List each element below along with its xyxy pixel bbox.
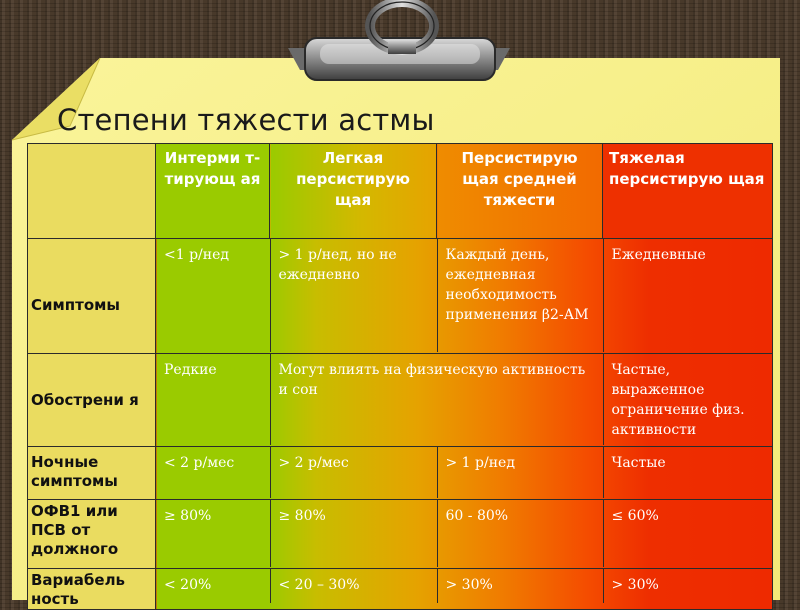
asthma-severity-table	[27, 143, 773, 610]
row-label-symptoms	[28, 239, 156, 354]
header-intermittent: Интерми т-тирующ ая	[156, 144, 270, 239]
clipboard-clip	[0, 0, 800, 120]
variability-cells	[156, 569, 773, 610]
table-row	[28, 500, 773, 569]
row-label-night	[28, 447, 156, 500]
night-severe: Частые	[611, 455, 666, 471]
variability-severe: > 30%	[611, 577, 659, 593]
variability-intermittent: < 20%	[164, 577, 212, 593]
exacerbations-intermittent: Редкие	[164, 362, 217, 378]
page-title: Степени тяжести астмы	[57, 103, 435, 137]
row-label-text: Вариабель ность	[31, 571, 126, 608]
row-label-text: ОФВ1 или ПСВ от должного	[31, 502, 119, 558]
table-row	[28, 447, 773, 500]
row-label-text: Ночные симптомы	[31, 453, 118, 490]
row-label-text: Обострени я	[31, 390, 139, 409]
row-label-exacerbations	[28, 354, 156, 447]
symptoms-cells	[156, 239, 773, 354]
header-mild: Легкая персистирую щая	[270, 144, 437, 239]
variability-moderate: > 30%	[445, 577, 493, 593]
variability-mild: < 20 – 30%	[278, 577, 360, 593]
inner-row	[156, 239, 773, 352]
header-moderate: Персистирую щая средней тяжести	[437, 144, 603, 239]
table-row	[28, 239, 773, 354]
row-label-fev	[28, 500, 156, 569]
corner-cell	[28, 144, 156, 239]
header-severe: Тяжелая персистирую щая	[603, 144, 773, 239]
fev-intermittent: ≥ 80%	[164, 508, 212, 524]
symptoms-mild: > 1 р/нед, но не ежедневно	[278, 247, 397, 283]
row-label-text: Симптомы	[31, 295, 120, 314]
fev-mild: ≥ 80%	[278, 508, 326, 524]
night-intermittent: < 2 р/мес	[164, 455, 235, 471]
exacerbations-cells	[156, 354, 773, 447]
table-row	[28, 569, 773, 610]
fev-moderate: 60 - 80%	[445, 508, 509, 524]
night-cells	[156, 447, 773, 500]
row-label-variability	[28, 569, 156, 610]
fev-cells	[156, 500, 773, 569]
exacerbations-mild-moderate: Могут влиять на физическую активность и сон	[278, 362, 586, 398]
night-moderate: > 1 р/нед	[445, 455, 515, 471]
symptoms-moderate: Каждый день, ежедневная необходимость применения β2-АМ	[445, 247, 589, 323]
night-mild: > 2 р/мес	[278, 455, 349, 471]
table-row	[28, 354, 773, 447]
symptoms-severe: Ежедневные	[611, 247, 706, 263]
header-row	[28, 144, 773, 239]
symptoms-intermittent: <1 р/нед	[164, 247, 230, 263]
exacerbations-severe: Частые, выраженное ограничение физ. активности	[611, 362, 745, 438]
fev-severe: ≤ 60%	[611, 508, 659, 524]
